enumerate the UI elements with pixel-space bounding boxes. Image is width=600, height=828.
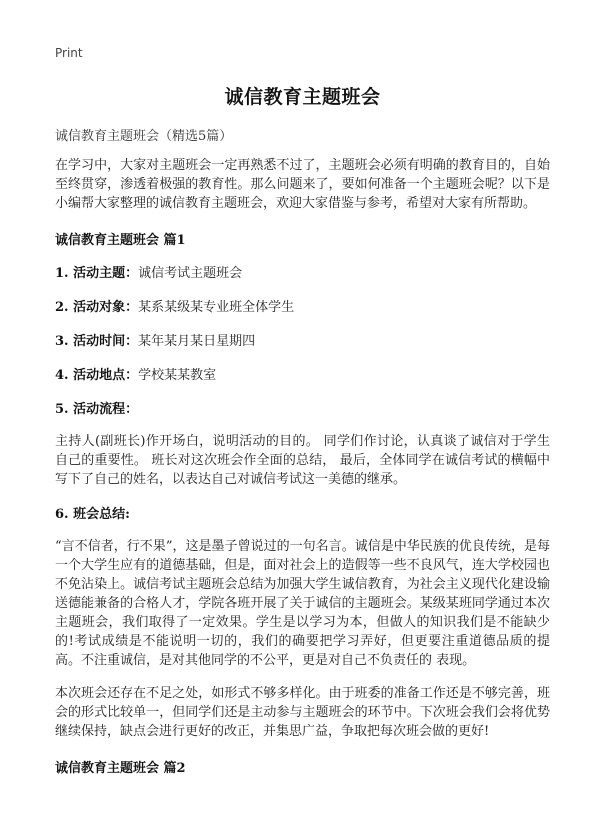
activity-location-value: 学校某某教室 [138,368,217,383]
activity-audience-label: 2. 活动对象： [55,300,139,315]
summary-paragraph-1: “言不信者，行不果”，这是墨子曾说过的一句名言。诚信是中华民族的优良传统，是每一个大学生应有的道德基础，但是，面对社会上的造假等一些不良风气，连大学校园也不免沾染上。诚信考试主题班会总结为加强大学生诚信教育，为社会主义现代化建设输送德能兼备的合格人才，学院各班开展了关于诚信的主题班会。某级某班同学通过本次主题班会，我们取得了一定效果。学生是以学习为本，但做人的知识我们是不能缺少的!考试成绩是不能说明一切的，我们的确要把学习弄好，但更要注重道德品质的提高。不注重诚信，是对其他同学的不公平，更是对自己不负责任的 表现。 [55,539,550,668]
activity-process-label: 5. 活动流程： [55,402,139,417]
activity-time-label: 3. 活动时间： [55,334,139,349]
activity-theme [55,262,550,281]
activity-time [55,330,550,349]
page-title: 诚信教育主题班会 [224,86,381,108]
section-heading-1: 诚信教育主题班会 篇1 [55,233,186,248]
summary-heading [55,503,550,522]
intro-paragraph: 在学习中，大家对主题班会一定再熟悉不过了，主题班会必须有明确的教育目的，自始至终贯穿，渗透着极强的教育性。那么问题来了，要如何准备一个主题班会呢？以下是小编帮大家整理的诚信教育主题班会，欢迎大家借鉴与参考，希望对大家有所帮助。 [55,158,550,211]
activity-process-heading [55,398,550,417]
activity-theme-label: 1. 活动主题： [55,266,139,281]
summary-paragraph-2: 本次班会还存在不足之处，如形式不够多样化。由于班委的准备工作还是不够完善，班会的形式比较单一，但同学们还是主动参与主题班会的环节中。下次班会我们会将优势继续保持，缺点会进行更好的改正，并集思广益，争取把每次班会做的更好! [55,686,550,739]
activity-audience-value: 某系某级某专业班全体学生 [138,300,295,315]
section-heading-2: 诚信教育主题班会 篇2 [55,761,186,776]
activity-audience [55,296,550,315]
activity-theme-value: 诚信考试主题班会 [138,266,243,281]
activity-location [55,364,550,383]
activity-process-text: 主持人(副班长)作开场白，说明活动的目的。 同学们作讨论，认真谈了诚信对于学生自己的重要性。 班长对这次班会作全面的总结， 最后，全体同学在诚信考试的横幅中写下了自己的姓名，以表达自己对诚信考试这一美德的继承。 [55,434,550,487]
print-link[interactable]: Print [55,46,83,60]
summary-label: 6. 班会总结: [55,507,130,522]
activity-time-value: 某年某月某日星期四 [138,334,256,349]
activity-location-label: 4. 活动地点： [55,368,139,383]
document-subtitle: 诚信教育主题班会（精选5篇） [55,129,233,144]
